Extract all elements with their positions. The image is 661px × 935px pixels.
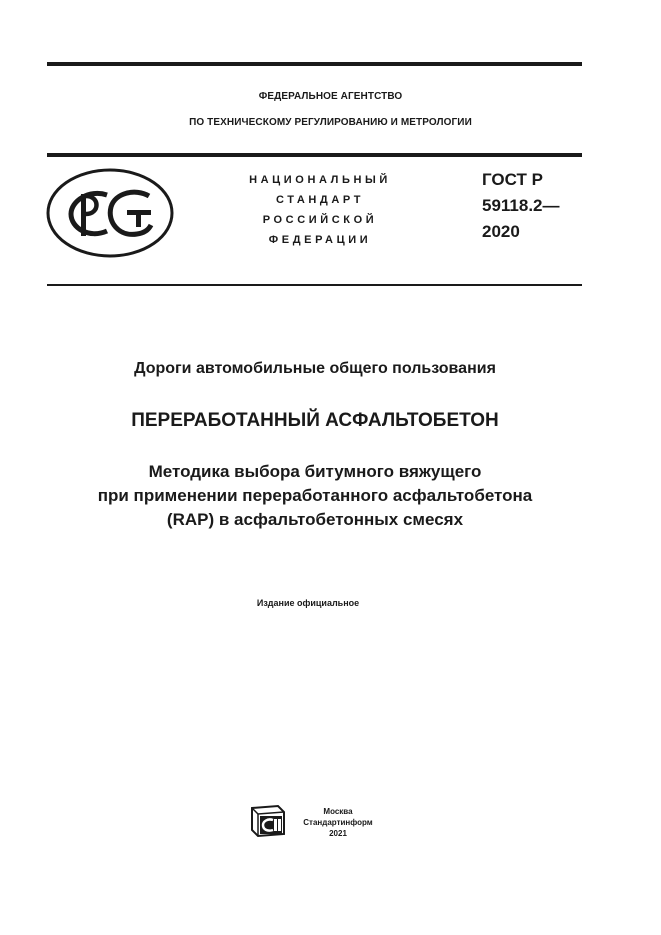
subtitle-line: Методика выбора битумного вяжущего <box>148 462 482 481</box>
publisher-year: 2021 <box>329 829 347 838</box>
gost-line: ГОСТ Р <box>482 170 543 189</box>
edition-label: Издание официальное <box>256 598 360 608</box>
document-title-line-2: ПЕРЕРАБОТАННЫЙ АСФАЛЬТОБЕТОН <box>131 410 499 431</box>
standard-block-top-rule <box>47 153 582 157</box>
national-line: РОССИЙСКОЙ <box>262 214 378 226</box>
subtitle-line: (RAP) в асфальтобетонных смесях <box>166 510 464 529</box>
top-rule <box>47 62 582 66</box>
standard-block-bottom-rule <box>47 284 582 286</box>
document-subtitle <box>0 460 630 532</box>
publisher-info <box>293 806 383 839</box>
document-title-line-1: Дороги автомобильные общего пользования <box>134 360 496 377</box>
gost-designation <box>482 167 560 245</box>
national-line: ФЕДЕРАЦИИ <box>268 234 372 246</box>
standartinform-logo-icon <box>248 804 288 838</box>
national-line: НАЦИОНАЛЬНЫЙ <box>249 174 391 186</box>
publisher-name: Стандартинформ <box>303 818 373 827</box>
agency-line-1: ФЕДЕРАЛЬНОЕ АГЕНТСТВО <box>258 91 403 102</box>
national-line: СТАНДАРТ <box>275 194 365 206</box>
subtitle-line: при применении переработанного асфальтобетона <box>97 486 533 505</box>
rst-logo-icon <box>45 167 175 259</box>
publisher-city: Москва <box>323 807 353 816</box>
national-standard-text <box>200 170 440 250</box>
agency-line-2: ПО ТЕХНИЧЕСКОМУ РЕГУЛИРОВАНИЮ И МЕТРОЛОГИИ <box>189 117 472 128</box>
gost-line: 59118.2— <box>482 196 560 215</box>
gost-line: 2020 <box>482 222 520 241</box>
